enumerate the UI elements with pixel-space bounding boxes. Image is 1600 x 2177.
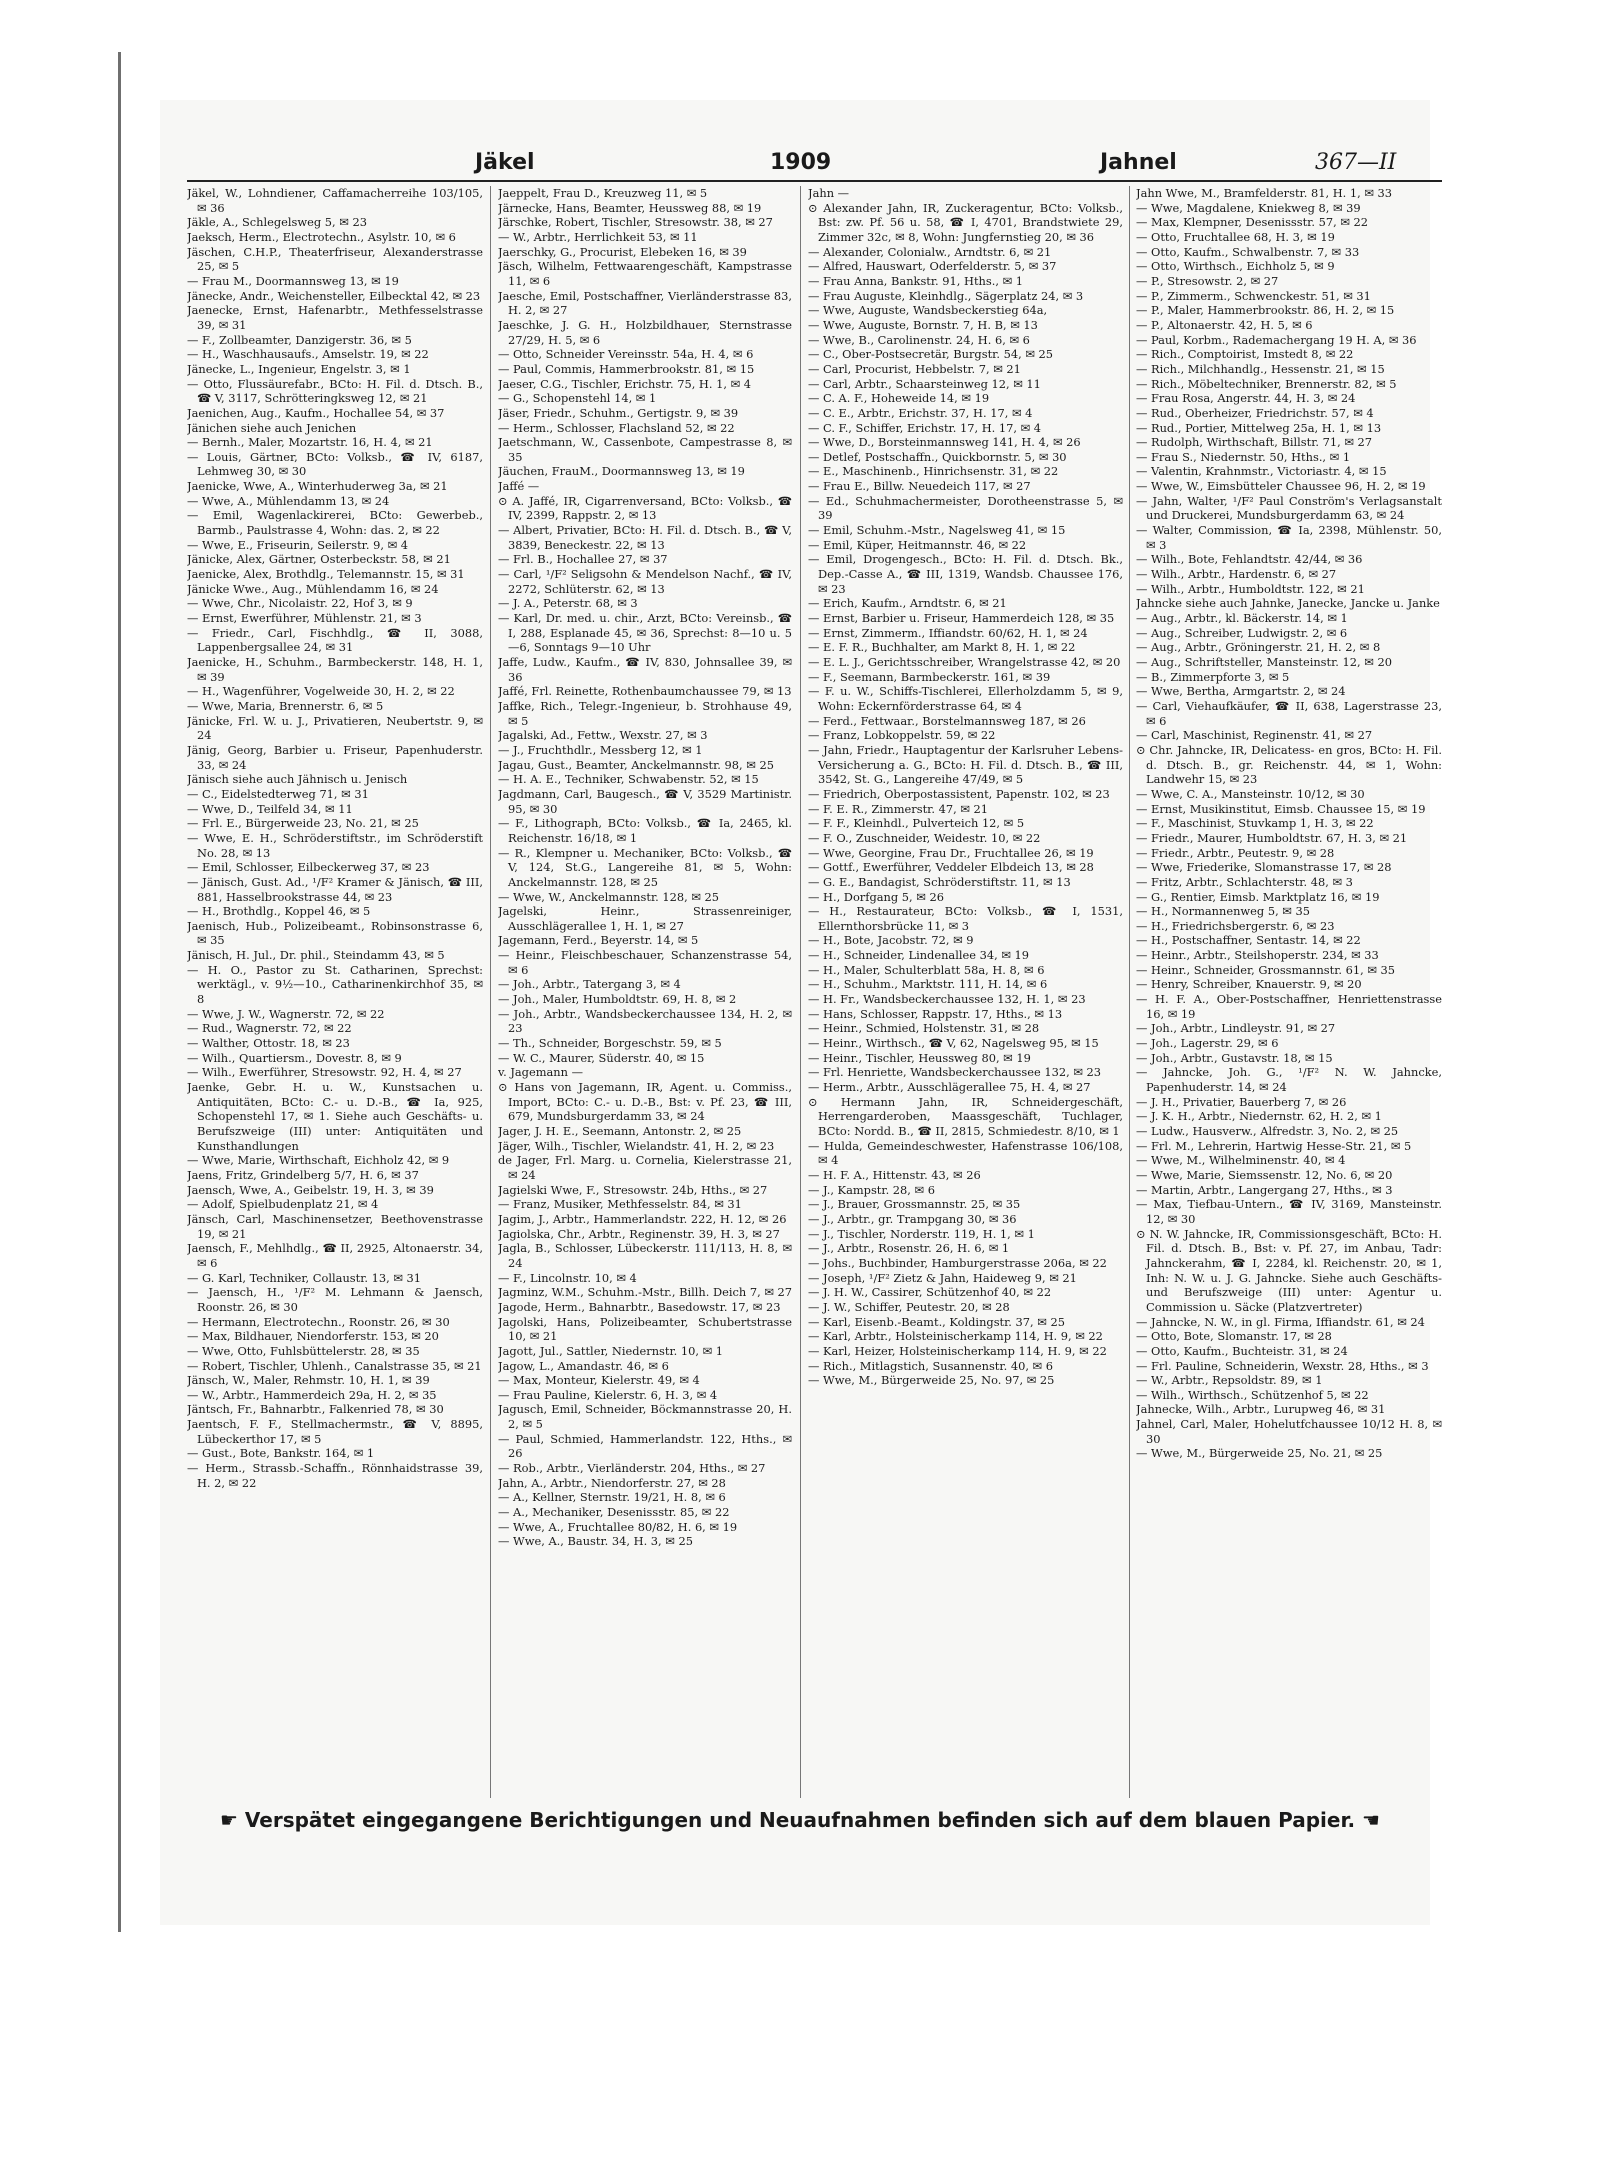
directory-entry: — J., Tischler, Norderstr. 119, H. 1, ✉ 1 [808, 1226, 1035, 1241]
footer-notice: ☛ Verspätet eingegangene Berichtigungen und Neuaufnahmen befinden sich auf dem blauen Papier. ☚ [220, 1808, 1380, 1832]
directory-entry: Jaffé — [498, 479, 540, 494]
directory-entry: — Wwe, E., Friseurin, Seilerstr. 9, ✉ 4 [187, 537, 408, 552]
directory-entry: — Rich., Möbeltechniker, Brennerstr. 82, ✉ 5 [1136, 376, 1397, 391]
directory-entry: — Emil, Wagenlackirerei, BCto: Gewerbeb., Barmb., Paulstrasse 4, Wohn: das. 2, ✉ 22 [187, 508, 483, 538]
directory-entry: — Frau E., Billw. Neuedeich 117, ✉ 27 [808, 479, 1031, 494]
directory-entry: Jaenecke, Ernst, Hafenarbtr., Methfesselstrasse 39, ✉ 31 [187, 303, 483, 332]
directory-entry: v. Jagemann — [498, 1065, 583, 1080]
directory-entry: — G. E., Bandagist, Schröderstiftstr. 11, ✉ 13 [808, 874, 1071, 889]
directory-entry: — Aug., Schriftsteller, Mansteinstr. 12, ✉ 20 [1136, 655, 1392, 669]
directory-entry: Jänicke, Frl. W. u. J., Privatieren, Neubertstr. 9, ✉ 24 [187, 713, 483, 743]
directory-entry: — Wilh., Wirthsch., Schützenhof 5, ✉ 22 [1136, 1387, 1369, 1402]
directory-entry: Jänicke, Alex, Gärtner, Osterbeckstr. 58, ✉ 21 [187, 552, 451, 567]
directory-entry: — Wilh., Arbtr., Humboldtstr. 122, ✉ 21 [1136, 581, 1365, 596]
directory-entry: — Joh., Arbtr., Lindleystr. 91, ✉ 27 [1136, 1021, 1336, 1036]
directory-entry: — Fritz, Arbtr., Schlachterstr. 48, ✉ 3 [1136, 874, 1353, 889]
directory-entry: — Friedr., Arbtr., Peutestr. 9, ✉ 28 [1136, 845, 1335, 860]
directory-entry: Jagode, Herm., Bahnarbtr., Basedowstr. 17, ✉ 23 [498, 1299, 781, 1314]
directory-entry: — Ernst, Barbier u. Friseur, Hammerdeich 128, ✉ 35 [808, 611, 1115, 626]
directory-entry: — Paul, Commis, Hammerbrookstr. 81, ✉ 15 [498, 361, 755, 376]
directory-entry: — Friedr., Maurer, Humboldtstr. 67, H. 3, ✉ 21 [1136, 830, 1408, 845]
directory-entry: — Otto, Schneider Vereinsstr. 54a, H. 4, ✉ 6 [498, 347, 754, 362]
directory-entry: Jäkle, A., Schlegelsweg 5, ✉ 23 [187, 215, 367, 230]
directory-entry: — J. W., Schiffer, Peutestr. 20, ✉ 28 [808, 1299, 1010, 1314]
directory-entry: — G. Karl, Techniker, Collaustr. 13, ✉ 31 [187, 1270, 422, 1285]
header-rule [187, 180, 1442, 182]
directory-entry: — Frau Auguste, Kleinhdlg., Sägerplatz 24, ✉ 3 [808, 288, 1084, 303]
directory-entry: Jagow, L., Amandastr. 46, ✉ 6 [498, 1358, 669, 1373]
directory-entry: Jagott, Jul., Sattler, Niedernstr. 10, ✉ 1 [498, 1343, 724, 1358]
directory-entry: — Martin, Arbtr., Langergang 27, Hths., ✉ 3 [1136, 1182, 1393, 1197]
scan-edge [118, 52, 121, 1932]
directory-entry: — F. u. W., Schiffs-Tischlerei, Ellerholzdamm 5, ✉ 9, Wohn: Eckernförderstrasse 64, ✉ 4 [808, 684, 1123, 713]
directory-entry: — Emil, Drogengesch., BCto: H. Fil. d. Dtsch. Bk., Dep.-Casse A., ☎ III, 1319, Wandsb. Chaussee 176, ✉ 23 [808, 552, 1123, 596]
directory-entry: — Frl. M., Lehrerin, Hartwig Hesse-Str. 21, ✉ 5 [1136, 1138, 1412, 1153]
directory-entry: — Frl. Henriette, Wandsbeckerchaussee 132, ✉ 23 [808, 1065, 1101, 1080]
directory-entry: — F., Maschinist, Stuvkamp 1, H. 3, ✉ 22 [1136, 816, 1374, 831]
directory-entry: — Alfred, Hauswart, Oderfelderstr. 5, ✉ 37 [808, 259, 1057, 274]
directory-entry: — Aug., Schreiber, Ludwigstr. 2, ✉ 6 [1136, 625, 1348, 640]
directory-entry: — Robert, Tischler, Uhlenh., Canalstrasse 35, ✉ 21 [187, 1358, 482, 1373]
directory-entry: — Frl. E., Bürgerweide 23, No. 21, ✉ 25 [187, 816, 419, 831]
directory-entry: — Otto, Wirthsch., Eichholz 5, ✉ 9 [1136, 259, 1335, 274]
directory-entry: ⊙ A. Jaffé, IR, Cigarrenversand, BCto: Volksb., ☎ IV, 2399, Rappstr. 2, ✉ 13 [498, 493, 792, 523]
directory-entry: — Frau Anna, Bankstr. 91, Hths., ✉ 1 [808, 273, 1023, 288]
directory-entry: — Valentin, Krahnmstr., Victoriastr. 4, ✉ 15 [1136, 464, 1387, 479]
directory-entry: Järschke, Robert, Tischler, Stresowstr. 38, ✉ 27 [498, 215, 773, 230]
directory-entry: — H., Friedrichsbergerstr. 6, ✉ 23 [1136, 918, 1335, 933]
directory-entry: Jaens, Fritz, Grindelberg 5/7, H. 6, ✉ 37 [187, 1167, 419, 1182]
directory-entry: — Th., Schneider, Borgeschstr. 59, ✉ 5 [498, 1036, 722, 1051]
directory-entry: — Otto, Kaufm., Schwalbenstr. 7, ✉ 33 [1136, 244, 1360, 259]
directory-entry: Jahnel, Carl, Maler, Hohelutfchaussee 10/12 H. 8, ✉ 30 [1136, 1417, 1442, 1446]
directory-entry: — Friedrich, Oberpostassistent, Papenstr. 102, ✉ 23 [808, 786, 1110, 801]
directory-entry: — Wwe, Maria, Brennerstr. 6, ✉ 5 [187, 698, 384, 713]
directory-entry: — Wwe, B., Carolinenstr. 24, H. 6, ✉ 6 [808, 332, 1030, 347]
directory-entry: — Joh., Arbtr., Gustavstr. 18, ✉ 15 [1136, 1050, 1333, 1065]
directory-entry: — Walther, Ottostr. 18, ✉ 23 [187, 1036, 350, 1051]
directory-entry: — R., Klempner u. Mechaniker, BCto: Volksb., ☎ V, 124, St.G., Langereihe 81, ✉ 5, Wohn: Anckelmannstr. 128, ✉ 25 [498, 845, 792, 889]
directory-entry: — Ludw., Hausverw., Alfredstr. 3, No. 2, ✉ 25 [1136, 1124, 1399, 1138]
directory-entry: — Ernst, Ewerführer, Mühlenstr. 21, ✉ 3 [187, 611, 422, 626]
directory-entry: Jäuchen, FrauM., Doormannsweg 13, ✉ 19 [498, 464, 745, 479]
directory-entry: — Wwe, Auguste, Wandsbeckerstieg 64a, [808, 303, 1048, 318]
directory-entry: — Aug., Arbtr., kl. Bäckerstr. 14, ✉ 1 [1136, 611, 1348, 626]
directory-entry: — Gottf., Ewerführer, Veddeler Elbdeich 13, ✉ 28 [808, 860, 1094, 875]
directory-entry: — W., Arbtr., Repsoldstr. 89, ✉ 1 [1136, 1373, 1323, 1388]
directory-entry: — P., Altonaerstr. 42, H. 5, ✉ 6 [1136, 317, 1313, 332]
directory-entry: — Herm., Strassb.-Schaffn., Rönnhaidstrasse 39, H. 2, ✉ 22 [187, 1461, 483, 1490]
directory-entry: Jaentsch, F. F., Stellmachermstr., ☎ V, 8895, Lübeckerthor 17, ✉ 5 [187, 1417, 483, 1446]
directory-entry: — Hans, Schlosser, Rappstr. 17, Hths., ✉ 13 [808, 1006, 1063, 1021]
directory-entry: — Wilh., Arbtr., Hardenstr. 6, ✉ 27 [1136, 567, 1337, 582]
directory-entry: Järnecke, Hans, Beamter, Heussweg 88, ✉ 19 [498, 200, 762, 215]
directory-entry: Jaeksch, Herm., Electrotechn., Asylstr. 10, ✉ 6 [187, 229, 456, 244]
directory-entry: ⊙ Chr. Jahncke, IR, Delicatess- en gros, BCto: H. Fil. d. Dtsch. B., gr. Reichenstr. 44, ✉ 1, Wohn: Landwehr 15, ✉ 23 [1136, 742, 1442, 787]
directory-entry: — Frau S., Niedernstr. 50, Hths., ✉ 1 [1136, 449, 1351, 464]
directory-entry: — F., Seemann, Barmbeckerstr. 161, ✉ 39 [808, 669, 1051, 684]
column-4 [1136, 186, 1442, 1798]
directory-entry: — Karl, Arbtr., Holsteinischerkamp 114, H. 9, ✉ 22 [808, 1329, 1103, 1344]
directory-entry: — Herm., Arbtr., Ausschlägerallee 75, H. 4, ✉ 27 [808, 1080, 1091, 1095]
directory-entry: — H., Restaurateur, BCto: Volksb., ☎ I, 1531, Ellernthorsbrücke 11, ✉ 3 [808, 904, 1123, 933]
directory-entry: Jäser, Friedr., Schuhm., Gertigstr. 9, ✉ 39 [498, 405, 739, 420]
directory-entry: — Wwe, A., Baustr. 34, H. 3, ✉ 25 [498, 1534, 693, 1549]
directory-entry: — Wilh., Quartiersm., Dovestr. 8, ✉ 9 [187, 1050, 402, 1065]
directory-entry: — H., Normannenweg 5, ✉ 35 [1136, 904, 1310, 919]
directory-entry: — Frau Rosa, Angerstr. 44, H. 3, ✉ 24 [1136, 391, 1356, 406]
directory-entry: — E., Maschinenb., Hinrichsenstr. 31, ✉ 22 [808, 464, 1059, 479]
directory-entry: — J., Kampstr. 28, ✉ 6 [808, 1182, 935, 1197]
directory-entry: — Wwe, A., Fruchtallee 80/82, H. 6, ✉ 19 [498, 1519, 738, 1534]
directory-entry: — J. A., Peterstr. 68, ✉ 3 [498, 596, 638, 611]
directory-entry: Jagalski, Ad., Fettw., Wexstr. 27, ✉ 3 [498, 728, 708, 743]
directory-entry: — Albert, Privatier, BCto: H. Fil. d. Dtsch. B., ☎ V, 3839, Beneckestr. 22, ✉ 13 [498, 523, 792, 552]
directory-entry: — Joh., Arbtr., Wandsbeckerchaussee 134, H. 2, ✉ 23 [498, 1006, 792, 1036]
directory-entry: Jänsch, W., Maler, Rehmstr. 10, H. 1, ✉ 39 [187, 1373, 430, 1388]
directory-entry: — F., Lincolnstr. 10, ✉ 4 [498, 1270, 637, 1285]
directory-entry: — Rob., Arbtr., Vierländerstr. 204, Hths., ✉ 27 [498, 1461, 766, 1476]
directory-entry: Jahnecke, Wilh., Arbtr., Lurupweg 46, ✉ 31 [1136, 1402, 1386, 1417]
directory-entry: — Aug., Arbtr., Gröningerstr. 21, H. 2, ✉ 8 [1136, 640, 1381, 655]
directory-entry: — C., Eidelstedterweg 71, ✉ 31 [187, 786, 369, 801]
directory-entry: Jaeser, C.G., Tischler, Erichstr. 75, H. 1, ✉ 4 [498, 376, 752, 391]
directory-entry: — P., Stresowstr. 2, ✉ 27 [1136, 273, 1279, 288]
page-number: 367—II [1315, 150, 1397, 175]
directory-entry: — E. L. J., Gerichtsschreiber, Wrangelstrasse 42, ✉ 20 [808, 655, 1121, 669]
directory-entry: — Joh., Maler, Humboldtstr. 69, H. 8, ✉ 2 [498, 992, 737, 1007]
directory-entry: — Friedr., Carl, Fischhdlg., ☎ II, 3088, Lappenbergsallee 24, ✉ 31 [187, 625, 483, 655]
directory-entry: Jagusch, Emil, Schneider, Böckmannstrasse 20, H. 2, ✉ 5 [498, 1402, 792, 1432]
column-divider [800, 186, 801, 1798]
directory-entry: Jahn — [808, 186, 850, 200]
directory-entry: — Carl, Procurist, Hebbelstr. 7, ✉ 21 [808, 361, 1021, 376]
directory-entry: Jagemann, Ferd., Beyerstr. 14, ✉ 5 [498, 933, 699, 948]
directory-entry: — F. F., Kleinhdl., Pulverteich 12, ✉ 5 [808, 816, 1025, 831]
directory-entry: de Jager, Frl. Marg. u. Cornelia, Kielerstrasse 21, ✉ 24 [498, 1153, 792, 1182]
directory-entry: — C. E., Arbtr., Erichstr. 37, H. 17, ✉ 4 [808, 405, 1033, 420]
directory-entry: — Paul, Korbm., Rademachergang 19 H. A, ✉ 36 [1136, 332, 1417, 347]
directory-entry: ⊙ Hans von Jagemann, IR, Agent. u. Commiss., Import, BCto: C.- u. D.-B., Bst: v. Pf. 23, ☎ III, 679, Mundsburgerdamm 33, ✉ 24 [498, 1080, 792, 1124]
directory-entry: — H. F. A., Ober-Postschaffner, Henriettenstrasse 16, ✉ 19 [1136, 992, 1442, 1021]
directory-entry: — Ernst, Zimmerm., Iffiandstr. 60/62, H. 1, ✉ 24 [808, 625, 1088, 640]
directory-entry: — Karl, Heizer, Holsteinischerkamp 114, H. 9, ✉ 22 [808, 1343, 1107, 1358]
directory-entry: — Carl, Maschinist, Reginenstr. 41, ✉ 27 [1136, 728, 1373, 743]
directory-entry: — P., Zimmerm., Schwenckestr. 51, ✉ 31 [1136, 288, 1371, 303]
directory-entry: Jagelski, Heinr., Strassenreiniger, Ausschlägerallee 1, H. 1, ✉ 27 [498, 904, 792, 933]
directory-entry: — B., Zimmerpforte 3, ✉ 5 [1136, 669, 1290, 684]
directory-entry: — Wwe, C. A., Mansteinstr. 10/12, ✉ 30 [1136, 786, 1365, 801]
directory-entry: — Carl, ¹/F² Seligsohn & Mendelson Nachf., ☎ IV, 2272, Schlüterstr. 62, ✉ 13 [498, 567, 792, 596]
directory-entry: — Frl. B., Hochallee 27, ✉ 37 [498, 552, 668, 567]
directory-entry: — Max, Monteur, Kielerstr. 49, ✉ 4 [498, 1373, 700, 1388]
directory-entry: — Wwe, D., Borsteinmannsweg 141, H. 4, ✉ 26 [808, 435, 1081, 450]
directory-entry: — Ferd., Fettwaar., Borstelmannsweg 187, ✉ 26 [808, 713, 1086, 728]
directory-entry: — A., Kellner, Sternstr. 19/21, H. 8, ✉ 6 [498, 1490, 726, 1505]
directory-entry: — Rich., Milchhandlg., Hessenstr. 21, ✉ 15 [1136, 361, 1385, 376]
directory-entry: — J., Arbtr., gr. Trampgang 30, ✉ 36 [808, 1211, 1017, 1226]
directory-entry: — Henry, Schreiber, Knauerstr. 9, ✉ 20 [1136, 977, 1362, 992]
column-2 [498, 186, 792, 1798]
directory-entry: — Joh., Lagerstr. 29, ✉ 6 [1136, 1036, 1279, 1051]
directory-entry: — J. H. W., Cassirer, Schützenhof 40, ✉ 22 [808, 1285, 1052, 1300]
directory-entry: — Jahn, Friedr., Hauptagentur der Karlsruher Lebens-Versicherung a. G., BCto: H. Fil. d. Dtsch. B., ☎ III, 3542, St. G., Langereihe 47/49, ✉ 5 [808, 742, 1123, 787]
directory-entry: — J., Fruchthdlr., Messberg 12, ✉ 1 [498, 742, 703, 757]
directory-entry: Jaenicke, Wwe, A., Winterhuderweg 3a, ✉ 21 [187, 479, 448, 494]
directory-entry: ⊙ Hermann Jahn, IR, Schneidergeschäft, Herrengarderoben, Maassgeschäft, Tuchlager, BCto: Nordd. B., ☎ II, 2815, Schmiedestr. 8/10, ✉ 1 [808, 1094, 1123, 1138]
directory-entry: Jagla, B., Schlosser, Lübeckerstr. 111/113, H. 8, ✉ 24 [498, 1241, 792, 1270]
directory-entry: — H. O., Pastor zu St. Catharinen, Sprechst: werktägl., v. 9½—10., Catharinenkirchhof 35, ✉ 8 [187, 962, 483, 1007]
directory-entry: — Louis, Gärtner, BCto: Volksb., ☎ IV, 6187, Lehmweg 30, ✉ 30 [187, 449, 483, 479]
directory-entry: — Wwe, Bertha, Armgartstr. 2, ✉ 24 [1136, 684, 1346, 699]
directory-entry: — Karl, Eisenb.-Beamt., Koldingstr. 37, ✉ 25 [808, 1314, 1065, 1329]
column-divider [490, 186, 491, 1798]
directory-entry: — Wwe, A., Mühlendamm 13, ✉ 24 [187, 493, 390, 508]
directory-entry: — Wwe, M., Bürgerweide 25, No. 21, ✉ 25 [1136, 1446, 1383, 1461]
directory-entry: — Wwe, W., Eimsbütteler Chaussee 96, H. 2, ✉ 19 [1136, 479, 1426, 494]
directory-entry: — H., Waschhausaufs., Amselstr. 19, ✉ 22 [187, 347, 429, 362]
directory-entry: — Wwe, E. H., Schröderstiftstr., im Schröderstift No. 28, ✉ 13 [187, 830, 483, 860]
directory-entry: Jaensch, Wwe, A., Geibelstr. 19, H. 3, ✉ 39 [187, 1182, 434, 1197]
directory-entry: — Wwe, Magdalene, Kniekweg 8, ✉ 39 [1136, 200, 1361, 215]
directory-entry: — Otto, Flussäurefabr., BCto: H. Fil. d. Dtsch. B., ☎ V, 3117, Schrötteringksweg 12, ✉ 21 [187, 376, 483, 406]
directory-entry: — Wwe, Otto, Fuhlsbüttelerstr. 28, ✉ 35 [187, 1343, 420, 1358]
directory-entry: — Ernst, Musikinstitut, Eimsb. Chaussee 15, ✉ 19 [1136, 801, 1426, 816]
directory-entry: — Wwe, D., Teilfeld 34, ✉ 11 [187, 801, 353, 816]
directory-entry: — C. F., Schiffer, Erichstr. 17, H. 17, ✉ 4 [808, 420, 1042, 435]
directory-entry: — F., Lithograph, BCto: Volksb., ☎ Ia, 2465, kl. Reichenstr. 16/18, ✉ 1 [498, 816, 792, 845]
directory-entry: ⊙ N. W. Jahncke, IR, Commissionsgeschäft, BCto: H. Fil. d. Dtsch. B., Bst: v. Pf. 27, im Anbau, Tadr: Jahnckerahm, ☎ I, 2284, kl. Reichenstr. 20, ✉ 1, Inh: N. W. u. J. G. Jahncke. Siehe auch Geschäfts- und Berufszweige (III) unter: Agentur u. Commission u. Säcke (Platzvertreter) [1136, 1226, 1442, 1314]
directory-entry: — W. C., Maurer, Süderstr. 40, ✉ 15 [498, 1050, 705, 1065]
directory-entry: — Wwe, Chr., Nicolaistr. 22, Hof 3, ✉ 9 [187, 596, 413, 611]
directory-entry: — Emil, Küper, Heitmannstr. 46, ✉ 22 [808, 537, 1027, 552]
directory-entry: Jänicke Wwe., Aug., Mühlendamm 16, ✉ 24 [187, 581, 439, 596]
directory-entry: — Paul, Schmied, Hammerlandstr. 122, Hths., ✉ 26 [498, 1431, 792, 1461]
directory-entry: — Gust., Bote, Bankstr. 164, ✉ 1 [187, 1446, 375, 1461]
directory-entry: — Rich., Comptoirist, Imstedt 8, ✉ 22 [1136, 347, 1354, 362]
directory-entry: — Wwe, J. W., Wagnerstr. 72, ✉ 22 [187, 1006, 385, 1021]
directory-entry: Jaenisch, Hub., Polizeibeamt., Robinsonstrasse 6, ✉ 35 [187, 918, 483, 948]
directory-entry: — Joh., Arbtr., Tatergang 3, ✉ 4 [498, 977, 681, 992]
directory-entry: — A., Mechaniker, Desenissstr. 85, ✉ 22 [498, 1505, 730, 1520]
directory-entry: — W., Arbtr., Herrlichkeit 53, ✉ 11 [498, 229, 698, 244]
directory-entry: — Heinr., Arbtr., Steilshoperstr. 234, ✉ 33 [1136, 948, 1379, 963]
directory-entry: — Walter, Commission, ☎ Ia, 2398, Mühlenstr. 50, ✉ 3 [1136, 523, 1442, 552]
directory-entry: — Emil, Schlosser, Eilbeckerweg 37, ✉ 23 [187, 860, 430, 875]
directory-entry: Jaffe, Ludw., Kaufm., ☎ IV, 830, Johnsallee 39, ✉ 36 [498, 655, 792, 684]
directory-entry: — Emil, Schuhm.-Mstr., Nagelsweg 41, ✉ 15 [808, 523, 1066, 538]
directory-entry: Jänig, Georg, Barbier u. Friseur, Papenhuderstr. 33, ✉ 24 [187, 742, 483, 772]
directory-entry: — Herm., Schlosser, Flachsland 52, ✉ 22 [498, 420, 735, 435]
header-first-entry: Jäkel [475, 150, 535, 175]
directory-entry: — Frl. Pauline, Schneiderin, Wexstr. 28, Hths., ✉ 3 [1136, 1358, 1429, 1373]
directory-entry: — H., Schneider, Lindenallee 34, ✉ 19 [808, 948, 1029, 963]
directory-entry: Jaenichen, Aug., Kaufm., Hochallee 54, ✉ 37 [187, 405, 445, 420]
directory-entry: — P., Maler, Hammerbrookstr. 86, H. 2, ✉ 15 [1136, 303, 1395, 318]
directory-entry: — H., Wagenführer, Vogelweide 30, H. 2, ✉ 22 [187, 684, 455, 699]
directory-entry: — Franz, Musiker, Methfesselstr. 84, ✉ 31 [498, 1197, 742, 1212]
directory-entry: — Wwe, M., Wilhelminenstr. 40, ✉ 4 [1136, 1153, 1346, 1168]
directory-entry: Jäschen, C.H.P., Theaterfriseur, Alexanderstrasse 25, ✉ 5 [187, 244, 483, 274]
directory-entry: — Hulda, Gemeindeschwester, Hafenstrasse 106/108, ✉ 4 [808, 1138, 1123, 1168]
directory-entry: — Jahncke, Joh. G., ¹/F² N. W. Jahncke, Papenhuderstr. 14, ✉ 24 [1136, 1065, 1442, 1095]
directory-entry: — Heinr., Tischler, Heussweg 80, ✉ 19 [808, 1050, 1031, 1065]
directory-entry: Jahn, A., Arbtr., Niendorferstr. 27, ✉ 28 [498, 1475, 726, 1490]
directory-entry: — Rud., Portier, Mittelweg 25a, H. 1, ✉ 13 [1136, 420, 1382, 435]
directory-entry: — Max, Klempner, Desenissstr. 57, ✉ 22 [1136, 215, 1369, 230]
directory-entry: — Jahn, Walter, ¹/F² Paul Conström's Verlagsanstalt und Druckerei, Mundsburgerdamm 63, ✉ 24 [1136, 493, 1442, 523]
directory-entry: — Wwe, Marie, Wirthschaft, Eichholz 42, ✉ 9 [187, 1153, 450, 1168]
directory-entry: Jänisch siehe auch Jähnisch u. Jenisch [187, 772, 408, 787]
directory-entry: Jaenicke, Alex, Brothdlg., Telemannstr. 15, ✉ 31 [187, 567, 465, 582]
directory-entry: Jagim, J., Arbtr., Hammerlandstr. 222, H. 12, ✉ 26 [498, 1211, 787, 1226]
column-divider [1129, 186, 1130, 1798]
directory-entry: Jaeppelt, Frau D., Kreuzweg 11, ✉ 5 [498, 186, 708, 200]
directory-entry: Jaetschmann, W., Cassenbote, Campestrasse 8, ✉ 35 [498, 435, 792, 464]
directory-entry: — Heinr., Wirthsch., ☎ V, 62, Nagelsweg 95, ✉ 15 [808, 1036, 1099, 1051]
directory-entry: Jaerschky, G., Procurist, Elebeken 16, ✉ 39 [498, 244, 747, 259]
header-last-entry: Jahnel [1100, 150, 1177, 175]
directory-entry: — Heinr., Schneider, Grossmannstr. 61, ✉ 35 [1136, 962, 1396, 977]
directory-entry: Jaenke, Gebr. H. u. W., Kunstsachen u. Antiquitäten, BCto: C.- u. D.-B., ☎ Ia, 925, Schopenstehl 17, ✉ 1. Siehe auch Geschäfts- u. Berufszweige (III) unter: Antiquitäten und Kunsthandlungen [187, 1080, 483, 1153]
directory-entry: — Franz, Lobkoppelstr. 59, ✉ 22 [808, 728, 996, 743]
directory-entry: — Wwe, M., Bürgerweide 25, No. 97, ✉ 25 [808, 1373, 1055, 1388]
directory-entry: Jaffke, Rich., Telegr.-Ingenieur, b. Strohhause 49, ✉ 5 [498, 698, 792, 728]
directory-entry: Jänichen siehe auch Jenichen [187, 420, 357, 435]
directory-entry: — Otto, Kaufm., Buchteistr. 31, ✉ 24 [1136, 1343, 1348, 1358]
directory-entry: Jahn Wwe, M., Bramfelderstr. 81, H. 1, ✉ 33 [1136, 186, 1393, 200]
directory-entry: — Rud., Wagnerstr. 72, ✉ 22 [187, 1021, 352, 1036]
directory-entry: — H. A. E., Techniker, Schwabenstr. 52, ✉ 15 [498, 772, 759, 787]
directory-entry: Jaensch, F., Mehlhdlg., ☎ II, 2925, Altonaerstr. 34, ✉ 6 [187, 1241, 483, 1270]
directory-entry: — Rudolph, Wirthschaft, Billstr. 71, ✉ 27 [1136, 435, 1373, 450]
directory-entry: Jaffé, Frl. Reinette, Rothenbaumchaussee 79, ✉ 13 [498, 684, 792, 699]
directory-entry: — Otto, Fruchtallee 68, H. 3, ✉ 19 [1136, 229, 1335, 244]
directory-entry: — Wwe, Georgine, Frau Dr., Fruchtallee 26, ✉ 19 [808, 845, 1094, 860]
directory-entry: Jänsch, Carl, Maschinensetzer, Beethovenstrasse 19, ✉ 21 [187, 1211, 483, 1241]
directory-entry: — Wwe, Auguste, Bornstr. 7, H. B, ✉ 13 [808, 317, 1038, 332]
directory-entry: — Johs., Buchbinder, Hamburgerstrasse 206a, ✉ 22 [808, 1255, 1107, 1270]
directory-entry: — F., Zollbeamter, Danzigerstr. 36, ✉ 5 [187, 332, 412, 347]
directory-entry: — Jahncke, N. W., in gl. Firma, Iffiandstr. 61, ✉ 24 [1136, 1314, 1425, 1329]
directory-entry: — Adolf, Spielbudenplatz 21, ✉ 4 [187, 1197, 379, 1212]
directory-entry: — Frau Pauline, Kielerstr. 6, H. 3, ✉ 4 [498, 1387, 718, 1402]
directory-entry: Jäsch, Wilhelm, Fettwaarengeschäft, Kampstrasse 11, ✉ 6 [498, 259, 792, 288]
directory-entry: Jaesche, Emil, Postschaffner, Vierländerstrasse 83, H. 2, ✉ 27 [498, 288, 792, 318]
directory-entry: ⊙ Alexander Jahn, IR, Zuckeragentur, BCto: Volksb., Bst: zw. Pf. 56 u. 58, ☎ I, 4701, Brandstwiete 29, Zimmer 32c, ✉ 8, Wohn: Jungfernstieg 20, ✉ 36 [808, 200, 1123, 244]
directory-entry: — Rud., Oberheizer, Friedrichstr. 57, ✉ 4 [1136, 405, 1374, 420]
directory-entry: — H., Maler, Schulterblatt 58a, H. 8, ✉ 6 [808, 962, 1045, 977]
directory-entry: Jänecke, L., Ingenieur, Engelstr. 3, ✉ 1 [187, 361, 411, 376]
directory-entry: — Hermann, Electrotechn., Roonstr. 26, ✉ 30 [187, 1314, 450, 1329]
directory-entry: — Alexander, Colonialw., Arndtstr. 6, ✉ 21 [808, 244, 1052, 259]
directory-entry: — H., Brothdlg., Koppel 46, ✉ 5 [187, 904, 371, 919]
directory-entry: — G., Rentier, Eimsb. Marktplatz 16, ✉ 19 [1136, 889, 1380, 904]
directory-entry: Jagau, Gust., Beamter, Anckelmannstr. 98, ✉ 25 [498, 757, 774, 772]
directory-entry: — J., Arbtr., Rosenstr. 26, H. 6, ✉ 1 [808, 1241, 1010, 1256]
directory-entry: — Otto, Bote, Slomanstr. 17, ✉ 28 [1136, 1329, 1332, 1344]
directory-entry: — Joseph, ¹/F² Zietz & Jahn, Haideweg 9, ✉ 21 [808, 1270, 1077, 1285]
directory-entry: — Jänisch, Gust. Ad., ¹/F² Kramer & Jänisch, ☎ III, 881, Hasselbrookstrasse 44, ✉ 23 [187, 874, 483, 904]
directory-entry: — H., Postschaffner, Sentastr. 14, ✉ 22 [1136, 933, 1361, 948]
directory-entry: — J. H., Privatier, Bauerberg 7, ✉ 26 [1136, 1094, 1347, 1109]
column-3 [808, 186, 1123, 1798]
directory-entry: — Karl, Dr. med. u. chir., Arzt, BCto: Vereinsb., ☎ I, 288, Esplanade 45, ✉ 36, Sprechst: 8—10 u. 5—6, Sonntags 9—10 Uhr [498, 611, 792, 655]
directory-entry: — H. Fr., Wandsbeckerchaussee 132, H. 1, ✉ 23 [808, 992, 1086, 1007]
directory-entry: Jäkel, W., Lohndiener, Caffamacherreihe 103/105, ✉ 36 [187, 186, 483, 215]
directory-entry: — Rich., Mitlagstich, Susannenstr. 40, ✉ 6 [808, 1358, 1053, 1373]
directory-entry: — W., Arbtr., Hammerdeich 29a, H. 2, ✉ 35 [187, 1387, 437, 1402]
directory-entry: — Detlef, Postschaffn., Quickbornstr. 5, ✉ 30 [808, 449, 1067, 464]
directory-entry: — Carl, Arbtr., Schaarsteinweg 12, ✉ 11 [808, 376, 1041, 391]
directory-entry: — Wilh., Ewerführer, Stresowstr. 92, H. 4, ✉ 27 [187, 1065, 462, 1080]
directory-entry: Jagielski Wwe, F., Stresowstr. 24b, Hths., ✉ 27 [498, 1182, 768, 1197]
directory-entry: — Heinr., Schmied, Holstenstr. 31, ✉ 28 [808, 1021, 1040, 1036]
directory-entry: — Max, Tiefbau-Untern., ☎ IV, 3169, Mansteinstr. 12, ✉ 30 [1136, 1197, 1442, 1226]
directory-entry: — H., Schuhm., Marktstr. 111, H. 14, ✉ 6 [808, 977, 1048, 992]
directory-entry: — Ed., Schuhmachermeister, Dorotheenstrasse 5, ✉ 39 [808, 493, 1123, 523]
directory-entry: — H. F. A., Hittenstr. 43, ✉ 26 [808, 1167, 981, 1182]
directory-entry: — Wwe, Friederike, Slomanstrasse 17, ✉ 28 [1136, 860, 1392, 875]
directory-entry: — Jaensch, H., ¹/F² M. Lehmann & Jaensch, Roonstr. 26, ✉ 30 [187, 1285, 483, 1314]
directory-entry: Jagiolska, Chr., Arbtr., Reginenstr. 39, H. 3, ✉ 27 [498, 1226, 780, 1241]
header-year: 1909 [770, 150, 832, 175]
directory-entry: Jäger, Wilh., Tischler, Wielandstr. 41, H. 2, ✉ 23 [498, 1138, 775, 1153]
directory-entry: Jagminz, W.M., Schuhm.-Mstr., Billh. Deich 7, ✉ 27 [498, 1285, 792, 1300]
directory-entry: Jagdmann, Carl, Baugesch., ☎ V, 3529 Martinistr. 95, ✉ 30 [498, 786, 792, 816]
running-header [0, 150, 1600, 180]
directory-entry: Jager, J. H. E., Seemann, Antonstr. 2, ✉ 25 [498, 1124, 742, 1138]
directory-entry: — Frau M., Doormannsweg 13, ✉ 19 [187, 273, 399, 288]
directory-entry: — C. A. F., Hoheweide 14, ✉ 19 [808, 391, 990, 406]
directory-entry: Jänisch, H. Jul., Dr. phil., Steindamm 43, ✉ 5 [187, 948, 445, 963]
directory-entry: Jänecke, Andr., Weichensteller, Eilbecktal 42, ✉ 23 [187, 288, 481, 303]
directory-entry: — Erich, Kaufm., Arndtstr. 6, ✉ 21 [808, 596, 1007, 611]
directory-entry: Jagolski, Hans, Polizeibeamter, Schubertstrasse 10, ✉ 21 [498, 1314, 792, 1344]
column-1 [187, 186, 483, 1798]
directory-entry: — Bernh., Maler, Mozartstr. 16, H. 4, ✉ 21 [187, 435, 433, 450]
directory-entry: — H., Dorfgang 5, ✉ 26 [808, 889, 944, 904]
directory-entry: — F. E. R., Zimmerstr. 47, ✉ 21 [808, 801, 988, 816]
directory-entry: Jäntsch, Fr., Bahnarbtr., Falkenried 78, ✉ 30 [187, 1402, 444, 1417]
directory-entry: — E. F. R., Buchhalter, am Markt 8, H. 1, ✉ 22 [808, 640, 1076, 655]
directory-entry: Jaeschke, J. G. H., Holzbildhauer, Sternstrasse 27/29, H. 5, ✉ 6 [498, 317, 792, 347]
directory-entry: — Wwe, W., Anckelmannstr. 128, ✉ 25 [498, 889, 720, 904]
directory-entry: — Wilh., Bote, Fehlandtstr. 42/44, ✉ 36 [1136, 552, 1363, 567]
directory-entry: — H., Bote, Jacobstr. 72, ✉ 9 [808, 933, 974, 948]
directory-entry: — Wwe, Marie, Siemssenstr. 12, No. 6, ✉ 20 [1136, 1167, 1393, 1182]
directory-entry: Jahncke siehe auch Jahnke, Janecke, Jancke u. Janke [1136, 596, 1440, 611]
directory-entry: — Carl, Viehaufkäufer, ☎ II, 638, Lagerstrasse 23, ✉ 6 [1136, 698, 1442, 728]
directory-entry: — Heinr., Fleischbeschauer, Schanzenstrasse 54, ✉ 6 [498, 948, 792, 977]
directory-entry: — G., Schopenstehl 14, ✉ 1 [498, 391, 657, 406]
directory-entry: — J. K. H., Arbtr., Niedernstr. 62, H. 2, ✉ 1 [1136, 1109, 1382, 1124]
directory-entry: — F. O., Zuschneider, Weidestr. 10, ✉ 22 [808, 830, 1041, 845]
directory-entry: — C., Ober-Postsecretär, Burgstr. 54, ✉ 25 [808, 347, 1053, 362]
directory-entry: Jaenicke, H., Schuhm., Barmbeckerstr. 148, H. 1, ✉ 39 [187, 655, 483, 684]
directory-entry: — Max, Bildhauer, Niendorferstr. 153, ✉ 20 [187, 1329, 439, 1344]
directory-entry: — J., Brauer, Grossmannstr. 25, ✉ 35 [808, 1197, 1021, 1212]
